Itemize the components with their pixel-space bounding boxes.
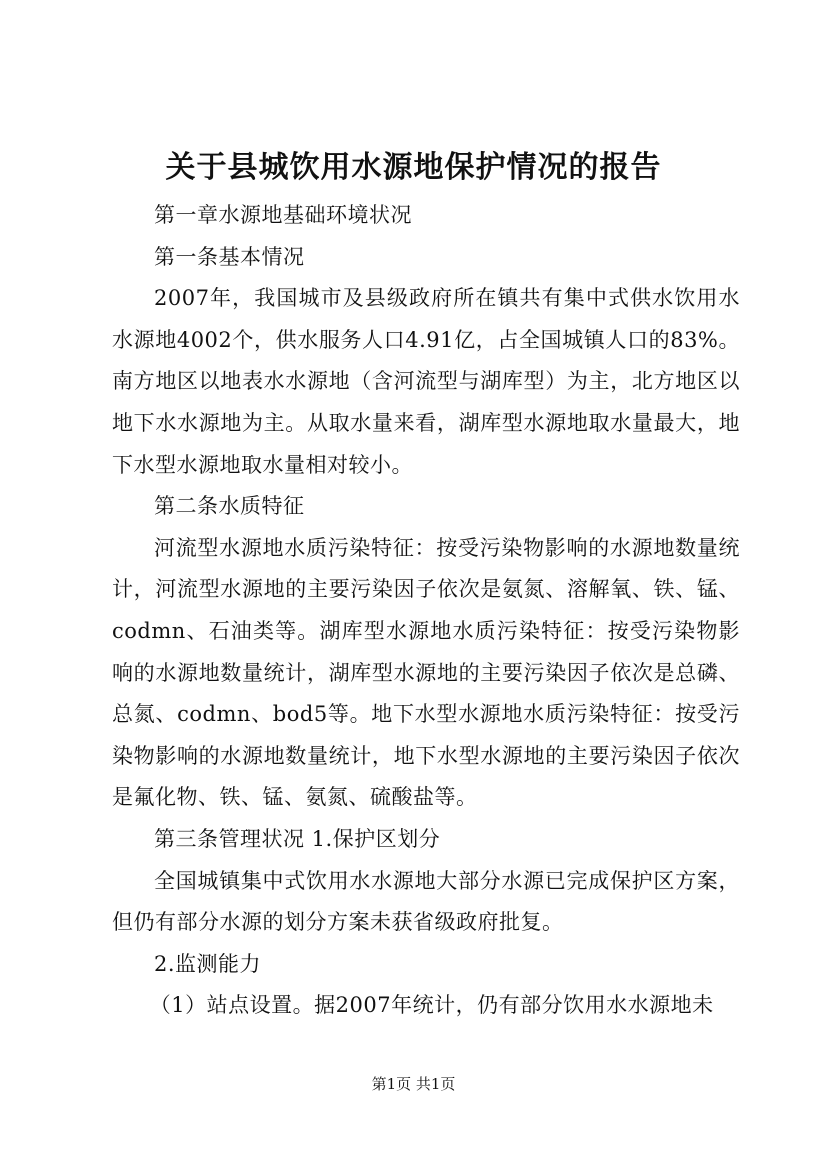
paragraph-protection-zones: 全国城镇集中式饮用水水源地大部分水源已完成保护区方案，但仍有部分水源的划分方案未获省级政府批复。	[112, 868, 740, 935]
document-body	[112, 195, 740, 1027]
document-title: 关于县城饮用水源地保护情况的报告	[165, 150, 662, 185]
article-heading-2: 第二条水质特征	[154, 494, 305, 519]
page-number-label: 第1页 共1页	[371, 1075, 456, 1093]
article-heading-1: 第一条基本情况	[154, 244, 305, 269]
article-heading-3: 第三条管理状况 1.保护区划分	[154, 826, 441, 851]
subheading-monitoring: 2.监测能力	[154, 951, 262, 976]
paragraph-site-setup: （1）站点设置。据2007年统计，仍有部分饮用水水源地未	[149, 993, 714, 1018]
paragraph-water-quality: 河流型水源地水质污染特征：按受污染物影响的水源地数量统计，河流型水源地的主要污染因子依次是氨氮、溶解氧、铁、锰、codmn、石油类等。湖库型水源地水质污染特征：按受污染物影响的水源地数量统计，湖库型水源地的主要污染因子依次是总磷、总氮、codmn、bod5等。地下水型水源地水质污染特征：按受污染物影响的水源地数量统计，地下水型水源地的主要污染因子依次是氟化物、铁、锰、氨氮、硫酸盐等。	[112, 535, 740, 810]
paragraph-basic-info: 2007年，我国城市及县级政府所在镇共有集中式供水饮用水水源地4002个，供水服务人口4.91亿，占全国城镇人口的83%。南方地区以地表水水源地（含河流型与湖库型）为主，北方地区以地下水水源地为主。从取水量来看，湖库型水源地取水量最大，地下水型水源地取水量相对较小。	[112, 286, 740, 477]
chapter-heading: 第一章水源地基础环境状况	[154, 203, 412, 227]
page-footer	[0, 1074, 827, 1094]
